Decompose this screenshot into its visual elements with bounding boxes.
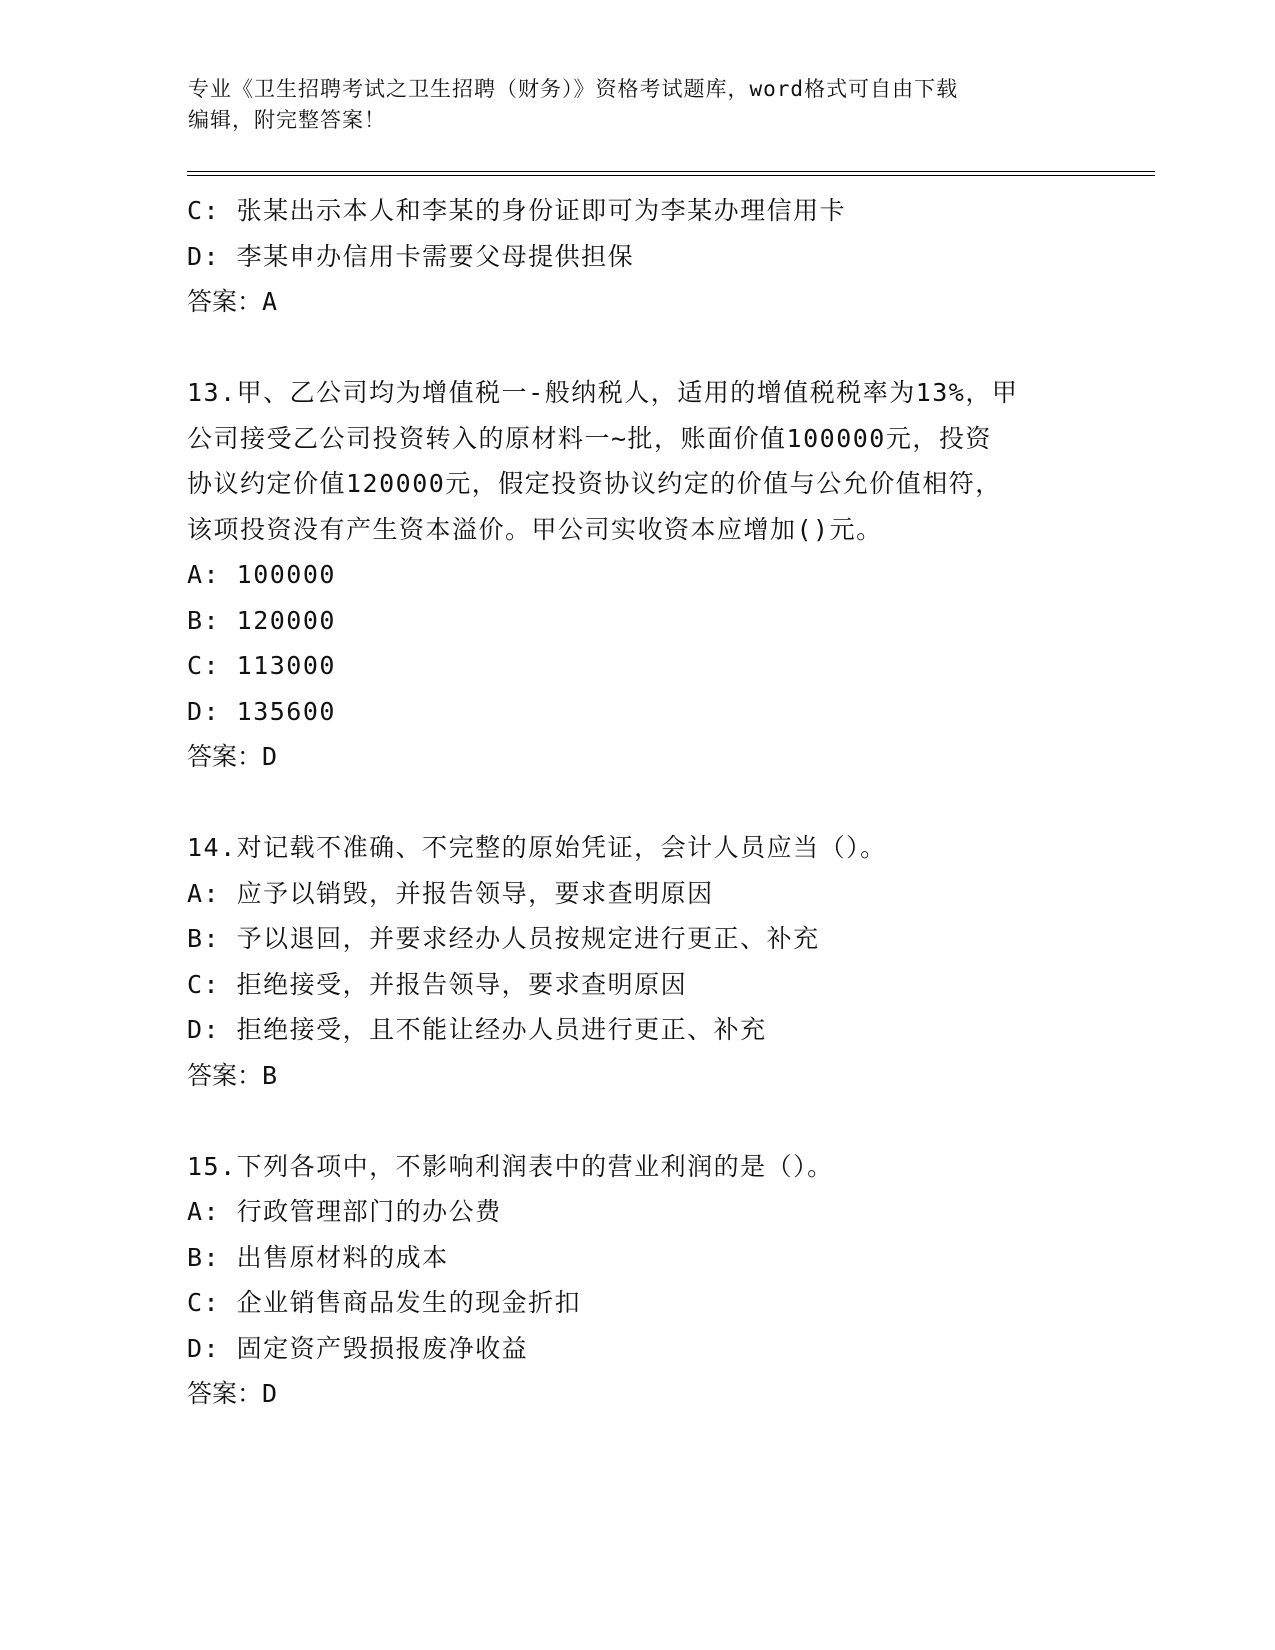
answer-line <box>187 1371 1087 1417</box>
question-text-line: 该项投资没有产生资本溢价。甲公司实收资本应增加()元。 <box>187 514 883 544</box>
question-content <box>187 188 1087 1417</box>
option-a: A: 应予以销毁，并报告领导，要求查明原因 <box>187 878 714 908</box>
header-divider-bottom <box>187 175 1155 176</box>
question-text-line: 公司接受乙公司投资转入的原材料一~批，账面价值100000元，投资 <box>187 423 992 453</box>
answer-label: 答案： <box>187 742 263 771</box>
question-text-line: 14.对记载不准确、不完整的原始凭证，会计人员应当（）。 <box>187 833 887 862</box>
question-text-line: 15.下列各项中，不影响利润表中的营业利润的是（）。 <box>187 1151 834 1181</box>
document-header <box>188 74 1088 136</box>
option-a: A: 100000 <box>187 560 336 589</box>
option-b: B: 出售原材料的成本 <box>187 1242 449 1272</box>
answer-line <box>187 1053 1087 1099</box>
question-15 <box>187 1144 1087 1417</box>
answer-label: 答案： <box>187 1060 263 1090</box>
answer-value: A <box>262 287 278 316</box>
header-line-2: 编辑，附完整答案！ <box>188 108 386 132</box>
option-d: D: 李某申办信用卡需要父母提供担保 <box>187 241 635 271</box>
answer-label: 答案： <box>187 287 263 316</box>
answer-value: D <box>262 742 278 771</box>
option-d: D: 拒绝接受，且不能让经办人员进行更正、补充 <box>187 1015 767 1044</box>
answer-label: 答案： <box>187 1379 263 1408</box>
answer-value: B <box>262 1060 278 1090</box>
question-13 <box>187 370 1087 780</box>
header-divider-top <box>187 171 1155 172</box>
question-12-tail <box>187 188 1087 325</box>
answer-value: D <box>262 1379 278 1408</box>
question-text-line: 协议约定价值120000元，假定投资协议约定的价值与公允价值相符， <box>187 469 1002 498</box>
option-c: C: 张某出示本人和李某的身份证即可为李某办理信用卡 <box>187 196 847 225</box>
question-14 <box>187 825 1087 1098</box>
answer-line <box>187 279 1087 325</box>
question-text-line: 13.甲、乙公司均为增值税一-般纳税人，适用的增值税税率为13%，甲 <box>187 378 1019 407</box>
option-a: A: 行政管理部门的办公费 <box>187 1197 502 1226</box>
option-d: D: 135600 <box>187 696 336 726</box>
option-d: D: 固定资产毁损报废净收益 <box>187 1333 529 1363</box>
option-c: C: 拒绝接受，并报告领导，要求查明原因 <box>187 969 688 999</box>
option-c: C: 企业销售商品发生的现金折扣 <box>187 1288 582 1317</box>
answer-line <box>187 734 1087 780</box>
option-c: C: 113000 <box>187 651 336 680</box>
option-b: B: 予以退回，并要求经办人员按规定进行更正、补充 <box>187 924 820 953</box>
header-line-1: 专业《卫生招聘考试之卫生招聘（财务）》资格考试题库，word格式可自由下载 <box>188 77 959 101</box>
option-b: B: 120000 <box>187 605 336 635</box>
